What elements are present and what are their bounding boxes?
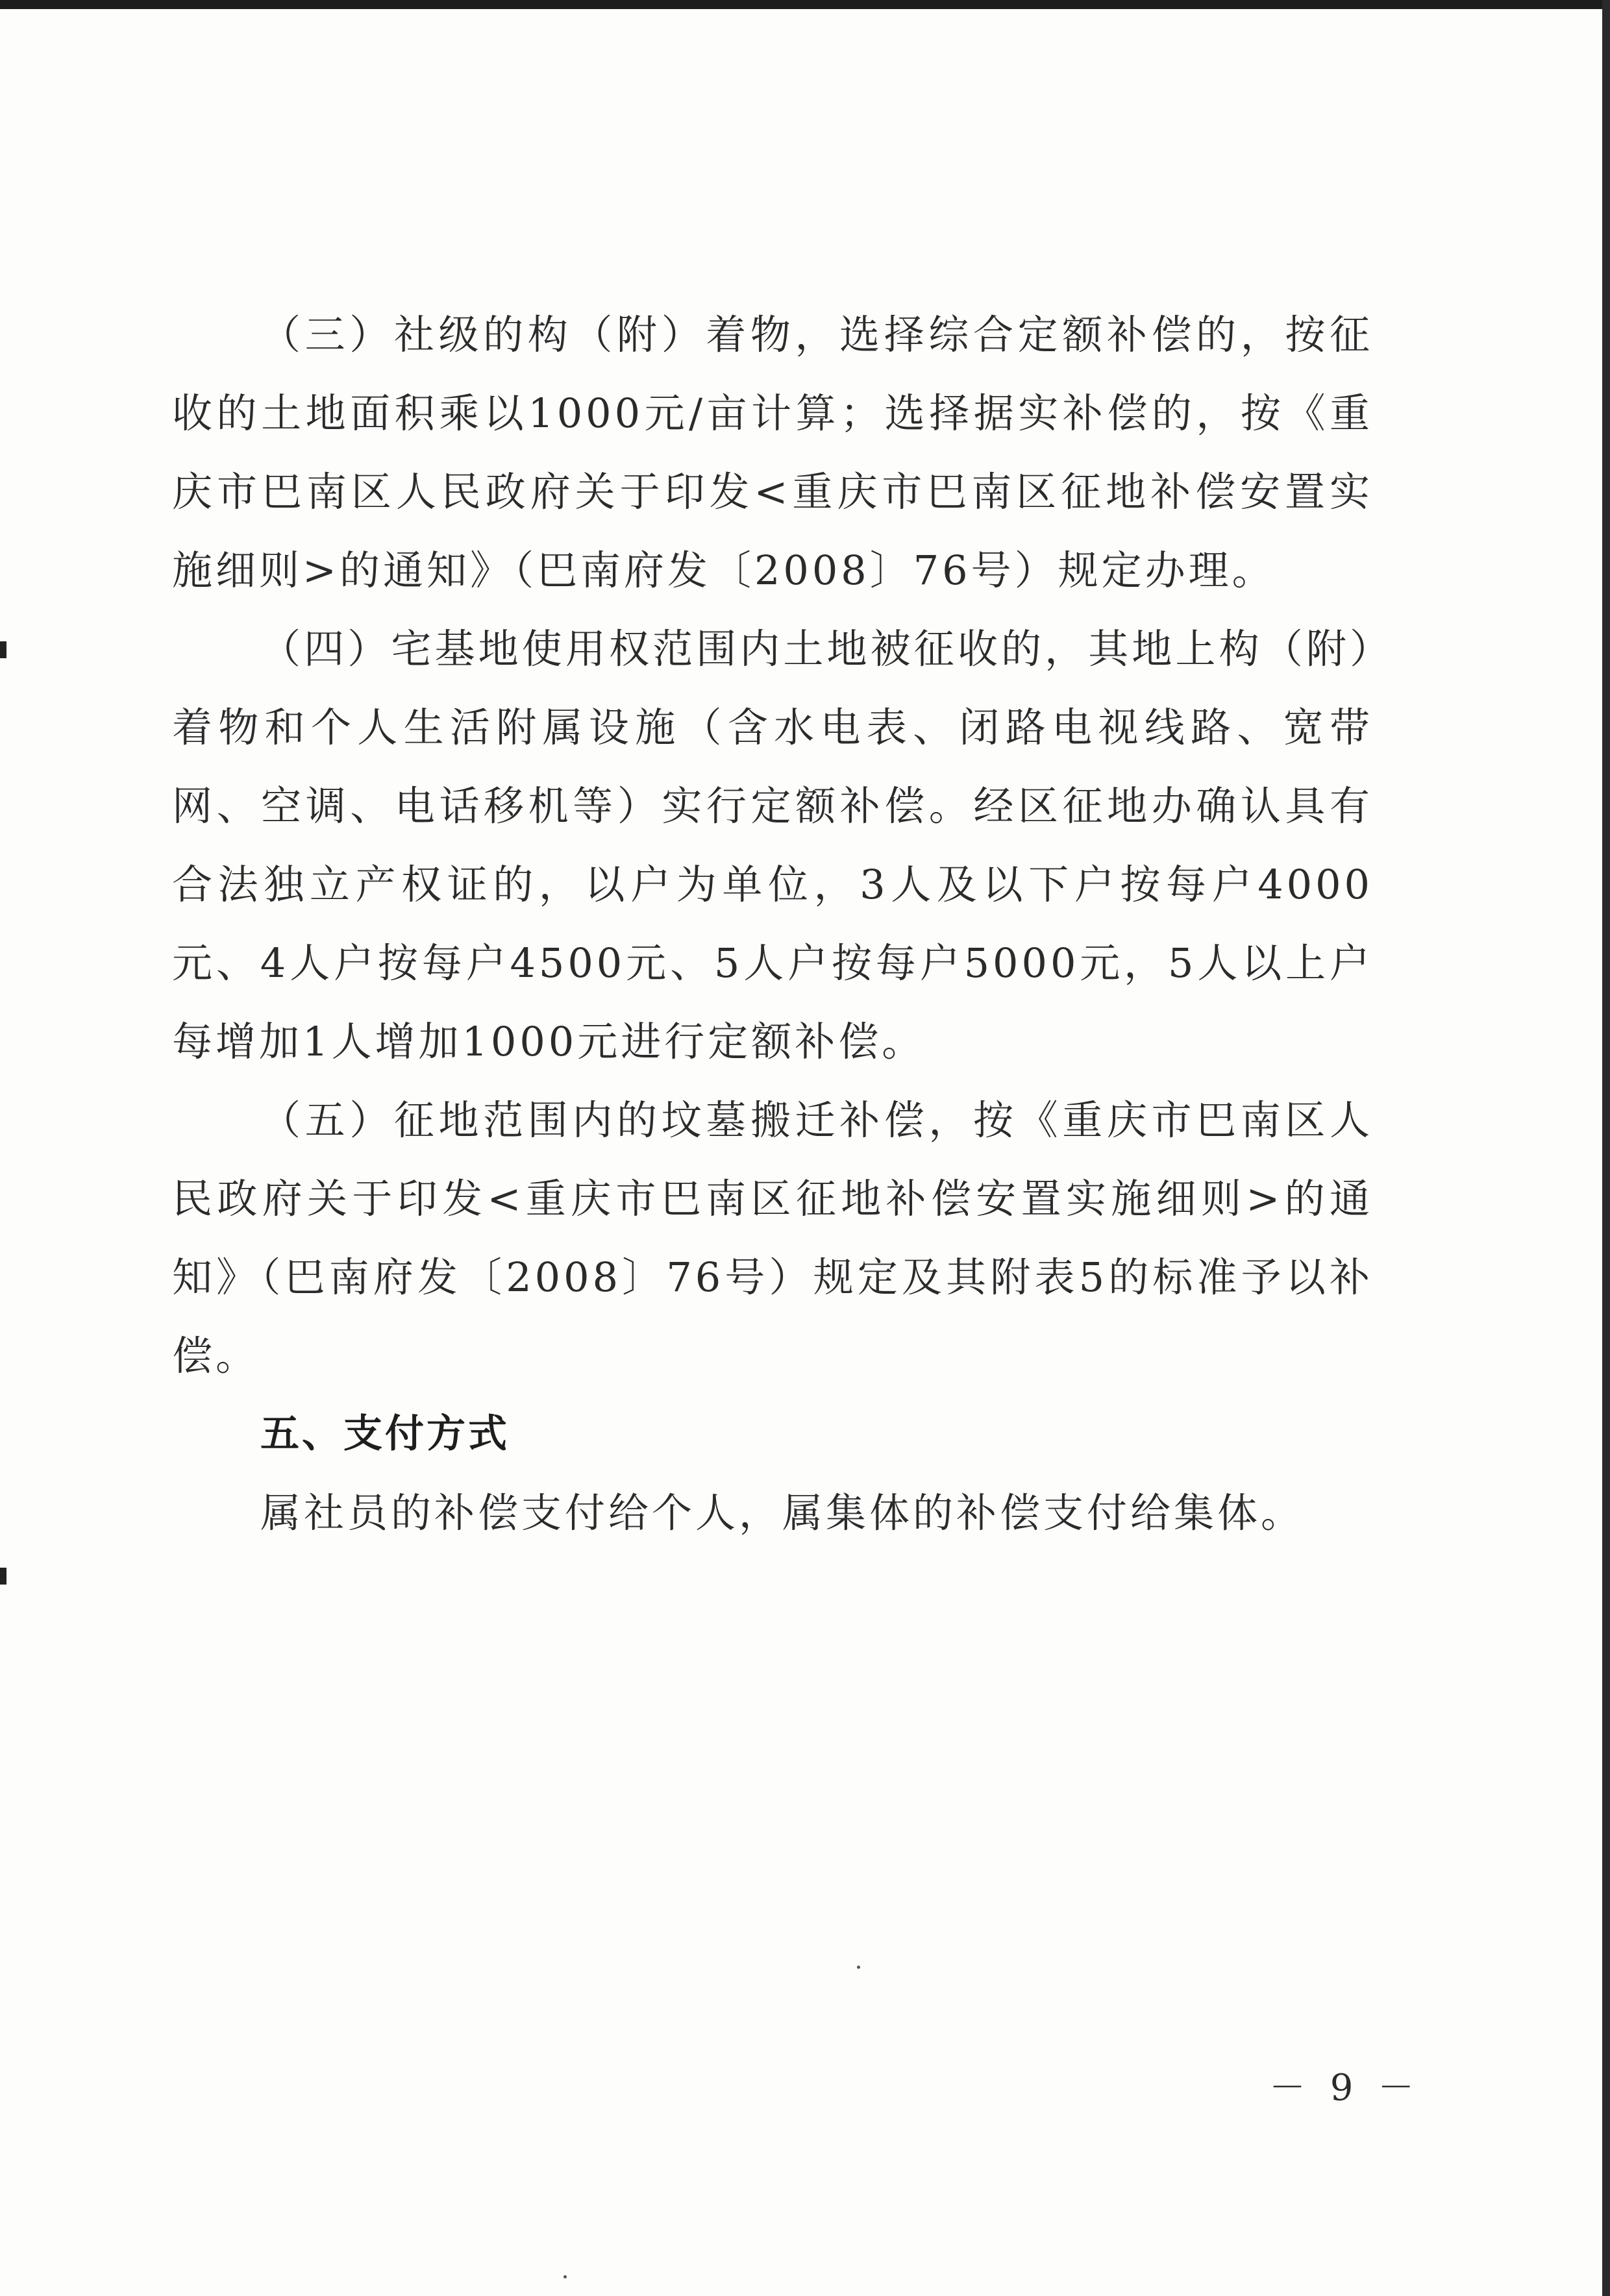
section-heading: 五、支付方式 <box>260 1411 510 1457</box>
scan-speck <box>564 2275 567 2278</box>
paragraph-5: （五）征地范围内的坟墓搬迁补偿，按《重庆市巴南区人民政府关于印发<重庆市巴南区征地补偿安置实施细则>的通知》（巴南府发〔2008〕76号）规定及其附表5的标准予以补偿。 <box>172 1096 1373 1379</box>
scan-border-right <box>1602 0 1610 2296</box>
paragraph-4: （四）宅基地使用权范围内土地被征收的，其地上构（附）着物和个人生活附属设施（含水电表、闭路电视线路、宽带网、空调、电话移机等）实行定额补偿。经区征地办确认具有合法独立产权证的，以户为单位，3人及以下户按每户4000元、4人户按每户4500元、5人户按每户5000元，5人以上户每增加1人增加1000元进行定额补偿。 <box>172 625 1373 1065</box>
document-body <box>172 295 1373 1552</box>
binding-mark <box>0 641 6 658</box>
binding-mark <box>0 1568 6 1585</box>
page-number: － 9 － <box>1269 2067 1421 2109</box>
scan-border-top <box>0 0 1610 9</box>
scan-speck <box>857 1966 860 1969</box>
section-paragraph: 属社员的补偿支付给个人，属集体的补偿支付给集体。 <box>260 1489 1305 1537</box>
paragraph-3: （三）社级的构（附）着物，选择综合定额补偿的，按征收的土地面积乘以1000元/亩计算；选择据实补偿的，按《重庆市巴南区人民政府关于印发<重庆市巴南区征地补偿安置实施细则>的通知》（巴南府发〔2008〕76号）规定办理。 <box>172 311 1373 594</box>
